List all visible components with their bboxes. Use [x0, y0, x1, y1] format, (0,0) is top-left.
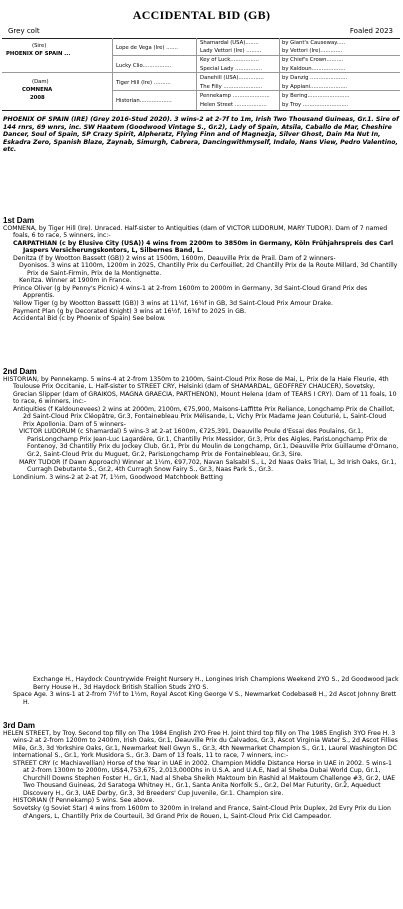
ped-dsd: The Filly ....................... [200, 84, 263, 90]
produce-entry: HISTORIAN (f Pennekamp) 5 wins. See above. [13, 797, 155, 805]
document-title: ACCIDENTAL BID (GB) [132, 8, 271, 22]
produce-entry: Space Age. 3 wins-1 at 2-from 7½f to 1½m, Royal Ascot King George V S., Newmarket Codebase8 H., 2d Ascot Johnny Brett H. [13, 691, 397, 706]
dam-entry: HELEN STREET, by Troy. Second top filly on The 1984 English 2YO Free H. Joint third top filly on The 1985 English 3YO Free H. 3 wins-2 at 2-from 1200m to 2400m, Irish Oaks, Gr.1, Deauville Prix du Calvados, Gr.3, Ascot Virginia Water S., 2d Ascot Fillies Mile, Gr.3, 3d Yorkshire Oaks, Gr.1, Newmarket Nell Gwyn S., Gr.3, 4th Newmarket Champion S., Gr.1, Laurel Washington DC International S., Gr.1, York Musidora S., Gr.3. Dam of 13 foals, 11 to race, 7 winners, inc:- [3, 729, 398, 760]
second-dam-section [3, 368, 399, 620]
pedigree-top-rule [2, 38, 400, 39]
dam-sire: Tiger Hill (Ire) .......... [116, 80, 171, 86]
sire-dam: Lucky Clio................. [116, 63, 172, 69]
foaled-year: Foaled 2023 [349, 27, 393, 35]
produce-entry: Antiquities (f Kaldounevees) 2 wins at 2000m, 2100m, €75,900, Maisons-Laffitte Prix Reliance, Longchamp Prix de Chaillot, 2d Saint-Cloud Prix Cléopâtre, Gr.3, Fontainebleau Prix Mélisande, L, Vichy Prix Madame Jean Couturié, L, Saint-Cloud Prix Apollonia. Dam of 5 winners- [13, 405, 395, 428]
pedigree-divider [112, 72, 400, 73]
sire-sire: Lope de Vega (Ire) ....... [116, 45, 178, 51]
ped-dss-sire: by Danzig ...................... [282, 75, 348, 81]
dam-entry: HISTORIAN, by Pennekamp. 5 wins-4 at 2-from 1350m to 2100m, Saint-Cloud Prix Rose de Mai, L, Prix de la Haie Fleurie, 4th Toulouse Prix Occitanie, L. Half-sister to STREET CRY, Helsinki (dam of SHAMARDAL, GEOFFREY CHAUCER), Sovetsky, Grecian Slipper (dam of GRAIKOS, MAGNA GRAECIA, PARTHENON), Mount Helena (dam of TEARS I CRY). Dam of 11 foals, 10 to race, 6 winners, inc:- [3, 375, 397, 406]
ped-dsd-sire: by Appiani...................... [282, 84, 348, 90]
ped-dss: Danehill (USA)............... [200, 75, 264, 81]
produce-entry: STREET CRY (c Machiavellian) Horse of the Year in UAE in 2002. Champion Middle Distance Horse in UAE in 2002. 5 wins-1 at 2-from 1300m to 2000m, US$4,753,675, 2,013,000Dhs in U.S.A. and U.A.E, Nad al Sheba Dubai World Cup, Gr.1, Churchill Downs Stephen Foster H., Gr.1, Nad al Sheba Sheikh Maktoum bin Rashid al Maktoum Challenge #3, Gr.2, UAE Two Thousand Guineas, 2d Saratoga Whitney H., Gr.1, Santa Anita Norfolk S., Gr.2, Del Mar Futurity, Gr.2, Aqueduct Discovery H., Gr.3, UAE Derby, Gr.3, 3d Breeders' Cup Juvenile, Gr.1. Champion sire. [13, 759, 396, 797]
dam-label: (Dam) [32, 79, 49, 85]
ped-sdd-sire: by Kaldoun.................... [282, 66, 346, 72]
produce-entry: Londinium. 3 wins-2 at 2-at 7f, 1½m, Goodwood Matchbook Betting [13, 473, 223, 481]
ped-sss: Shamardal (USA)........ [200, 40, 259, 46]
ped-sss-sire: by Giant's Causeway..... [282, 40, 346, 46]
ped-ddd-sire: by Troy ........................... [282, 102, 349, 108]
produce-entry: Payment Plan (g by Decorated Knight) 3 wins at 16½f, 16¾f to 2025 in GB. [13, 307, 247, 315]
produce-entry: Kenitza. Winner at 1900m in France. [19, 277, 132, 285]
dam-entry: COMNENA, by Tiger Hill (Ire). Unraced. Half-sister to Antiquities (dam of VICTOR LUDORUM, MARY TUDOR). Dam of 7 named foals, 6 to race, 5 winners, inc:- [3, 224, 388, 240]
ped-dds-sire: by Bering......................... [282, 93, 350, 99]
second-dam-continued [3, 676, 399, 706]
sire-summary: PHOENIX OF SPAIN (IRE) (Grey 2016-Stud 2020). 3 wins-2 at 2-7f to 1m, Irish Two Thousand Guineas, Gr.1. Sire of 144 rnrs, 69 wnrs, inc. SW Haatem (Goodwood Vintage S., Gr.2), Lady of Spain, Atsila, Caballo de Mar, Cheshire Dancer, Soul of Spain, SP Crazy Spirit, Alpheratz, Flying Finn and of Magnezja, Silver Ghost, Dain Ma Nut In, Eskadra Zero, Spanish Blaze, Zaynab, Simurgh, Cabrera, Dancingwithmyself, Indalo, Nans View, Pedro Valentino, etc. [3, 116, 399, 154]
produce-entry: Dyonisos. 3 wins at 1100m, 1200m in 2025, Chantilly Prix du Cerfouillet, 2d Chantilly Prix de la Route Millard, 3d Chantilly Prix de Saint-Firmin, Prix de la Montignette. [19, 262, 398, 277]
ped-ssd-sire: by Vettori (Ire)............. [282, 48, 343, 54]
produce-entry: Accidental Bid (c by Phoenix of Spain) See below. [13, 315, 166, 323]
ped-ddd: Helen Street ................... [200, 102, 267, 108]
ped-dds: Pennekamp ...................... [200, 93, 270, 99]
dam-dam: Historian................... [116, 98, 172, 104]
pedigree-divider [2, 72, 112, 73]
produce-entry: VICTOR LUDORUM (c Shamardal) 5 wins-3 at 2-at 1600m, €725,391, Deauville Poule d'Essai des Poulains, Gr.1, ParisLongchamp Prix Jean-Luc Lagardère, Gr.1, Chantilly Prix Messidor, Gr.3, Prix des Aigles, ParisLongchamp Prix de Fontenoy, 3d Chantilly Prix du Jockey Club, Gr.1, Prix du Moulin de Longchamp, Gr.1, Deauville Prix Guillaume d'Ornano, Gr.2, Saint-Cloud Prix du Muguet, Gr.2, ParisLongchamp Prix de Fontainebleau, Gr.3, Sire. [19, 428, 399, 459]
pedigree-divider [279, 38, 280, 110]
first-dam-heading: 1st Dam [3, 216, 35, 225]
produce-entry: CARPATHIAN (c by Elusive City (USA)) 4 wins from 2200m to 3850m in Germany, Köln Frühjahrspreis des Carl Jaspers Versicherungskontors, L, Silbernes Band, L. [13, 239, 394, 255]
produce-entry: Denitza (f by Wootton Bassett (GB)) 2 wins at 1500m, 1600m, Deauville Prix de Prail. Dam of 2 winners- [13, 254, 336, 262]
third-dam-section [3, 722, 399, 907]
pedigree-bottom-rule [2, 110, 400, 111]
third-dam-heading: 3rd Dam [3, 722, 36, 730]
first-dam-section [3, 217, 399, 323]
ped-sds-sire: by Chief's Crown.......... [282, 57, 344, 63]
produce-entry: MARY TUDOR (f Dawn Approach) Winner at 1¼m, €97,702, Navan Salsabil S., L, 2d Naas Oaks Trial, L, 3d Irish Oaks, Gr.1, Curragh Debutante S., Gr.2, 4th Curragh Snow Fairy S., Gr.3, Naas Park S., Gr.3. [19, 458, 397, 474]
pedigree-divider [196, 38, 197, 110]
dam-name: COMNENA [22, 87, 53, 93]
ped-sds: Key of Luck................. [200, 57, 259, 63]
sire-name: PHOENIX OF SPAIN ... [6, 51, 71, 57]
pedigree-divider [112, 38, 113, 110]
sire-label: (Sire) [32, 43, 47, 49]
pedigree-divider [112, 90, 400, 91]
produce-entry: Yellow Tiger (g by Wootton Bassett (GB)) 3 wins at 11¼f, 16¾f in GB, 3d Saint-Cloud Prix Amour Drake. [13, 300, 333, 308]
second-dam-heading: 2nd Dam [3, 368, 37, 376]
pedigree-divider [112, 55, 400, 56]
ped-sdd: Special Lady ................ [200, 66, 263, 72]
produce-entry: Sovetsky (g Soviet Star) 4 wins from 1600m to 3200m in Ireland and France, Saint-Cloud Prix Duplex, 2d Evry Prix du Lion d'Angers, L, Chantilly Prix de Courteuil, 3d Grand Prix de Rouen, L, Saint-Cloud Prix Cid Campeador. [13, 805, 391, 820]
produce-entry: Exchange H., Haydock Countrywide Freight Nursery H., Longines Irish Champions Weekend 2YO S., 2d Goodwood Jack Berry House H., 3d Haydock British Stallion Studs 2YO S. [33, 676, 399, 691]
produce-entry: Prince Oliver (g by Penny's Picnic) 4 wins-1 at 2-from 1600m to 2000m in Germany, 3d Saint-Cloud Grand Prix des Apprentis. [13, 284, 368, 300]
dam-year: 2008 [30, 95, 45, 101]
ped-ssd: Lady Vettori (Ire) ......... [200, 48, 262, 54]
sex-color: Grey colt [8, 27, 40, 35]
